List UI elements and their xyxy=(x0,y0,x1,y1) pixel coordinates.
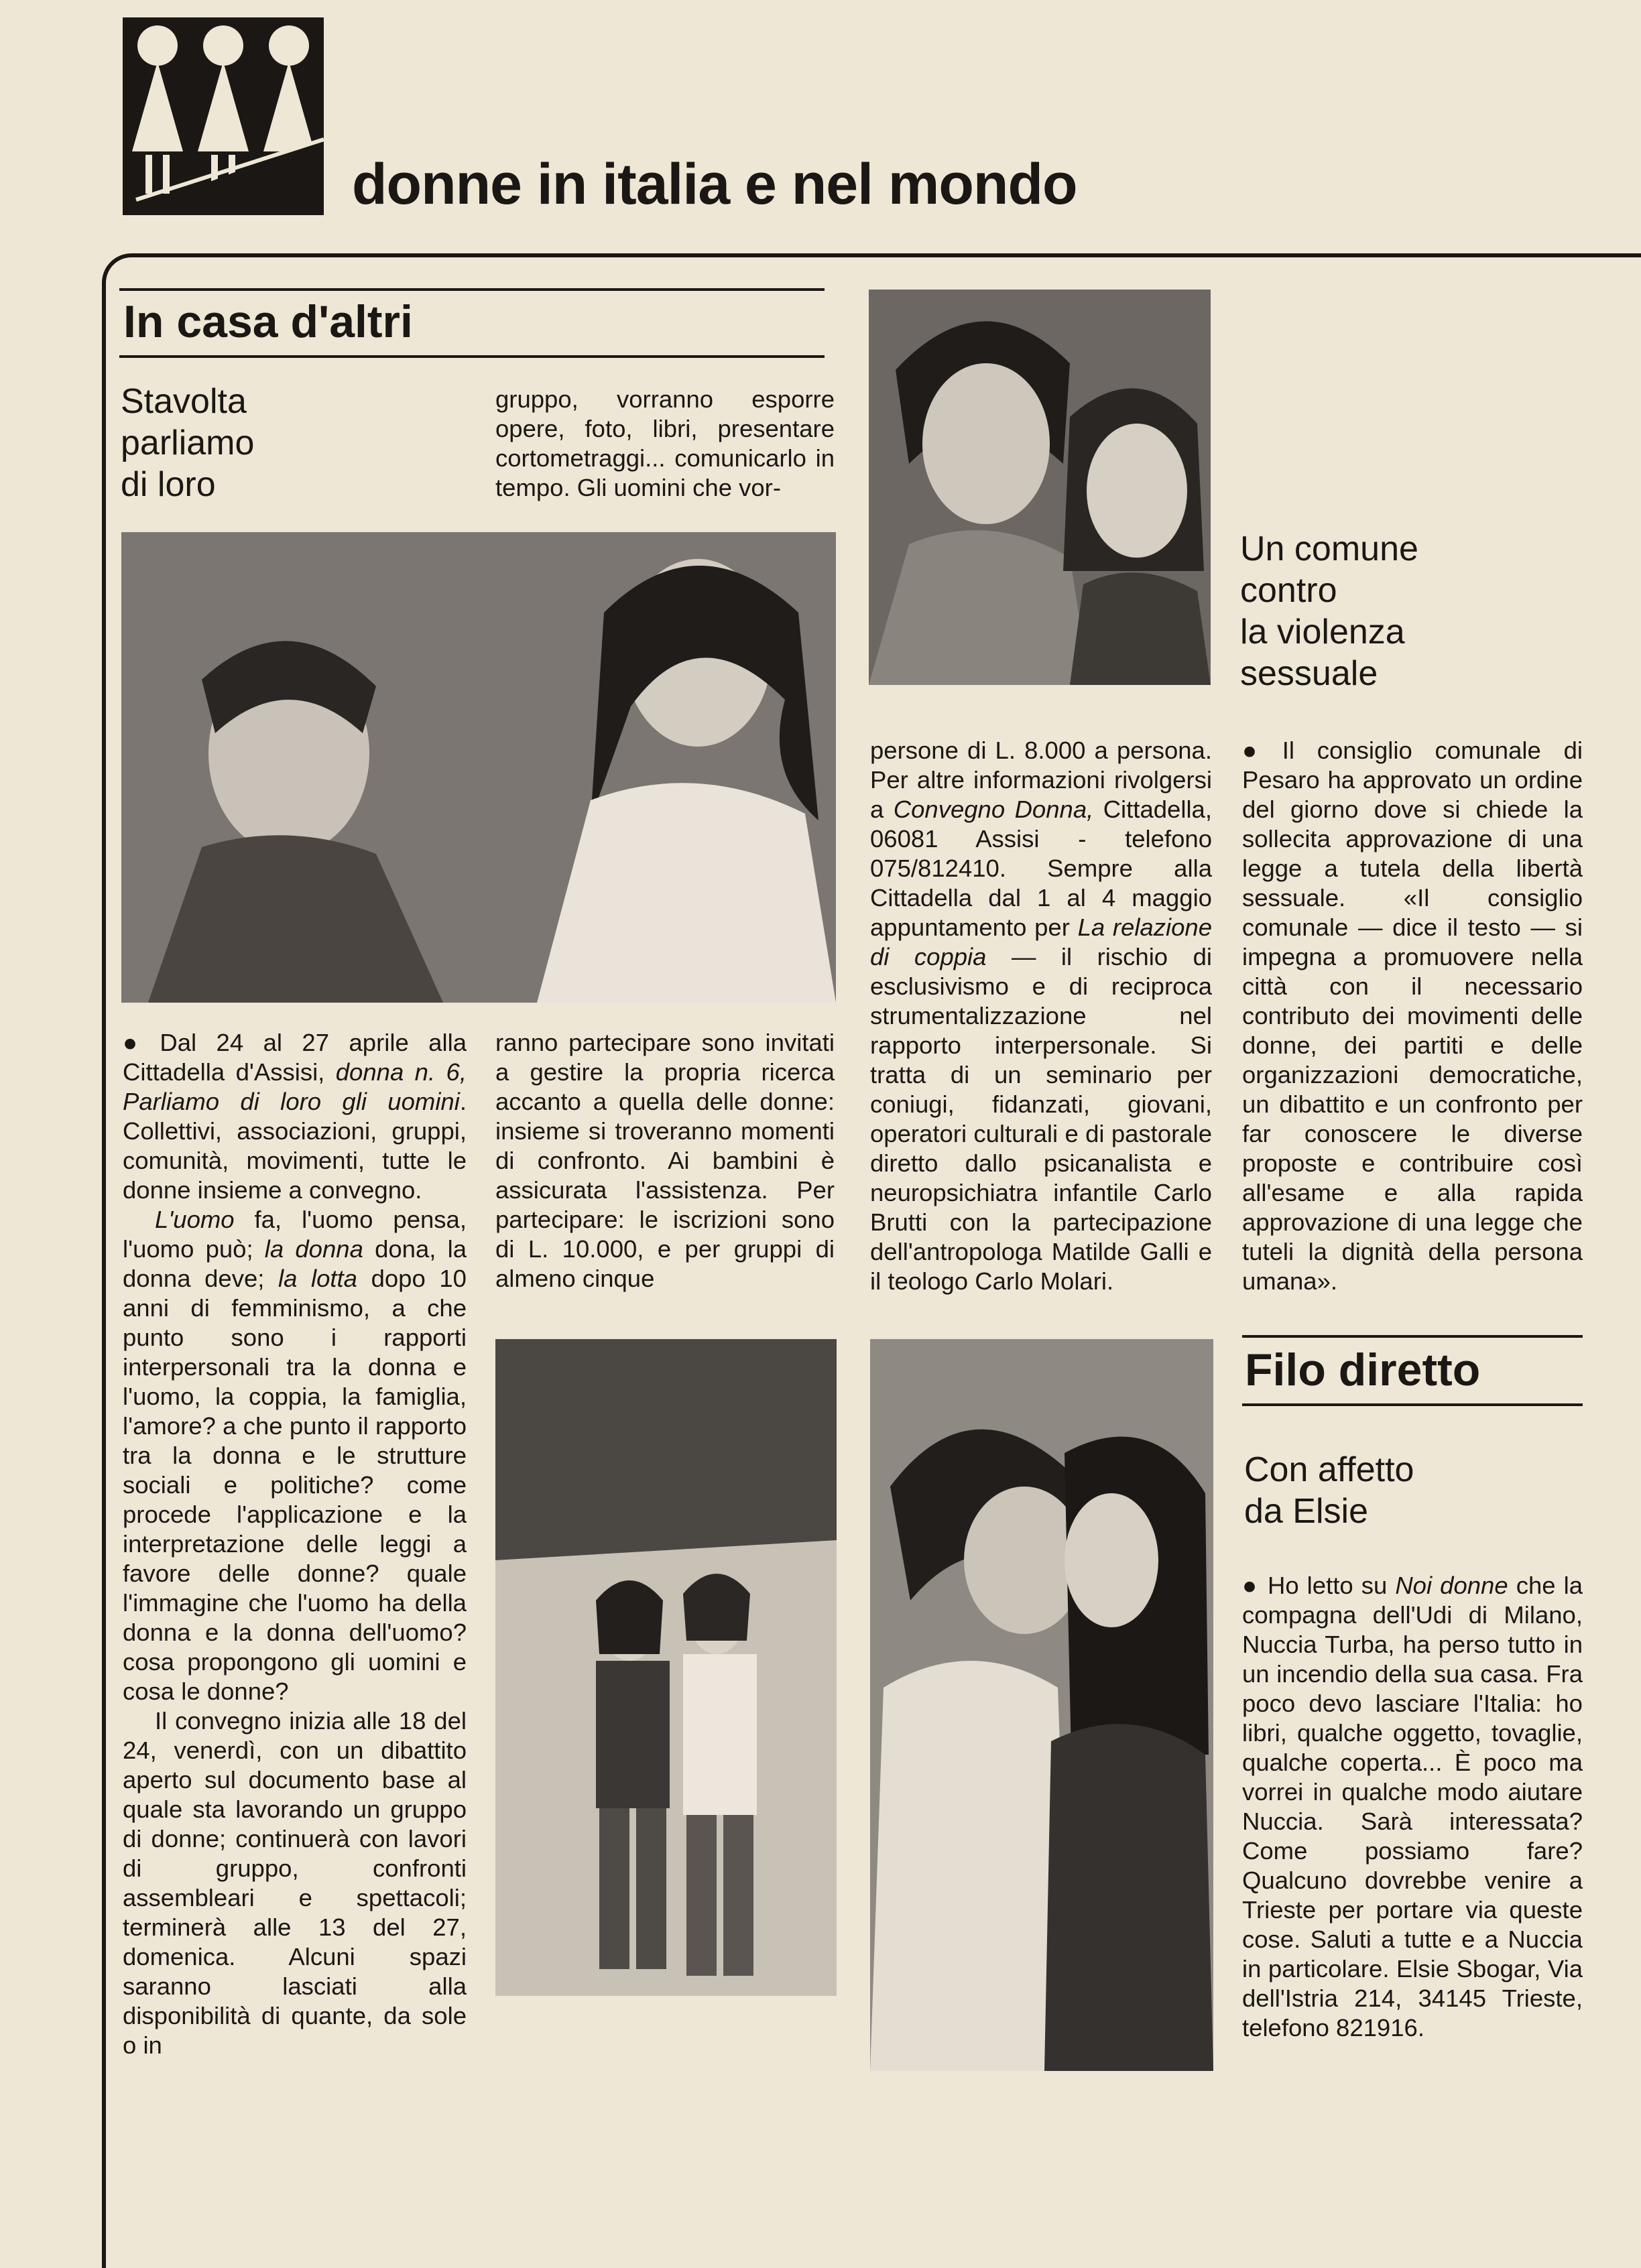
headline-stavolta: Stavolta parliamo di loro xyxy=(121,382,255,504)
three-women-logo-icon xyxy=(123,17,324,215)
photo-couple-kissing xyxy=(870,1339,1213,2071)
article-1-col-c: persone di L. 8.000 a persona. Per altre informazioni rivolgersi a Convegno Donna, Cittadella, 06081 Assisi - telefono 075/812410. Sempre alla Cittadella dal 1 al 4 maggio appuntamento per La relazione di coppia — il rischio di esclusivismo e di reciproca strumentalizzazione nel rapporto interpersonale. Si tratta di un seminario per coniugi, fidanzati, giovani, operatori culturali e di pastorale diretto dallo psicanalista e neuropsichiatra infantile Carlo Brutti con la partecipazione dell'antropologa Matilde Galli e il teologo Carlo Molari. xyxy=(870,737,1212,1295)
filo-rule-bottom xyxy=(1242,1403,1583,1406)
headline-un-comune: Un comune contro la violenza sessuale xyxy=(1240,529,1418,693)
article-1-col-a: ● Dal 24 al 27 aprile alla Cittadella d'Assisi, donna n. 6, Parliamo di loro gli uomini. Collettivi, associazioni, gruppi, comunità, movimenti, tutte le donne insieme a convegno. L'uomo fa, l'uomo pensa, l'uomo può; la donna dona, la donna deve; la lotta dopo 10 anni di femminismo, a che punto sono i rapporti interpersonali tra la donna e l'uomo, la coppia, la famiglia, l'amore? a che punto il rapporto tra la donna e le strutture sociali e politiche? come procede l'applicazione e la interpretazione delle leggi a favore delle donne? quale l'immagine che l'uomo ha della donna e la donna dell'uomo? cosa propongono gli uomini e cosa le donne? Il convegno inizia alle 18 del 24, venerdì, con un dibattito aperto sul documento base al quale sta lavorando un gruppo di donne; continuerà con lavori di gruppo, confronti assembleari e spettacoli; terminerà alle 13 del 27, domenica. Alcuni spazi saranno lasciati alla disponibilità di quante, da sole o in xyxy=(123,1028,467,2060)
filo-rule-top xyxy=(1242,1335,1583,1338)
rubric-in-casa-daltri: In casa d'altri xyxy=(123,296,413,347)
article-1-col-b-top: gruppo, vorranno esporre opere, foto, libri, presentare cortometraggi... comunicarlo in tempo. Gli uomini che vor- xyxy=(495,385,835,501)
rubric-filo-diretto: Filo diretto xyxy=(1245,1344,1481,1395)
article-2-body: ● Il consiglio comunale di Pesaro ha approvato un ordine del giorno dove si chiede la sollecita approvazione di una legge a tutela della libertà sessuale. «Il consiglio comunale — dice il testo — si impegna a promuovere nella città con il necessario contributo dei movimenti delle donne, dei partiti e delle organizzazioni democratiche, un dibattito e un confronto per far conoscere le diverse proposte e contribuire così all'esame e alla rapida approvazione di una legge che tuteli la dignità della persona umana». xyxy=(1242,736,1583,1296)
article-1-col-b-mid: ranno partecipare sono invitati a gestire la propria ricerca accanto a quella delle donne: insieme si troveranno momenti di confronto. Ai bambini è assicurata l'assistenza. Per partecipare: le iscrizioni sono di L. 10.000, e per gruppi di almeno cinque xyxy=(495,1029,835,1292)
headline-con-affetto: Con affetto da Elsie xyxy=(1244,1450,1414,1531)
section-title: donne in italia e nel mondo xyxy=(352,152,1077,216)
photo-couple-conversation xyxy=(121,532,836,1003)
rubric-rule-bottom xyxy=(119,355,825,358)
article-3-body: ● Ho letto su Noi donne che la compagna dell'Udi di Milano, Nuccia Turba, ha perso tutto in un incendio della sua casa. Fra poco devo lasciare l'Italia: ho libri, qualche oggetto, tovaglie, qualche coperta... È poco ma vorrei in qualche modo aiutare Nuccia. Sarà interessata? Come possiamo fare? Qualcuno dovrebbe venire a Trieste per portare via queste cose. Saluti a tutte e a Nuccia in particolare. Elsie Sbogar, Via dell'Istria 214, 34145 Trieste, telefono 821916. xyxy=(1242,1571,1583,2043)
photo-couple-seated xyxy=(869,290,1211,685)
rubric-rule-top xyxy=(119,288,825,291)
photo-couple-walking xyxy=(495,1339,837,1996)
